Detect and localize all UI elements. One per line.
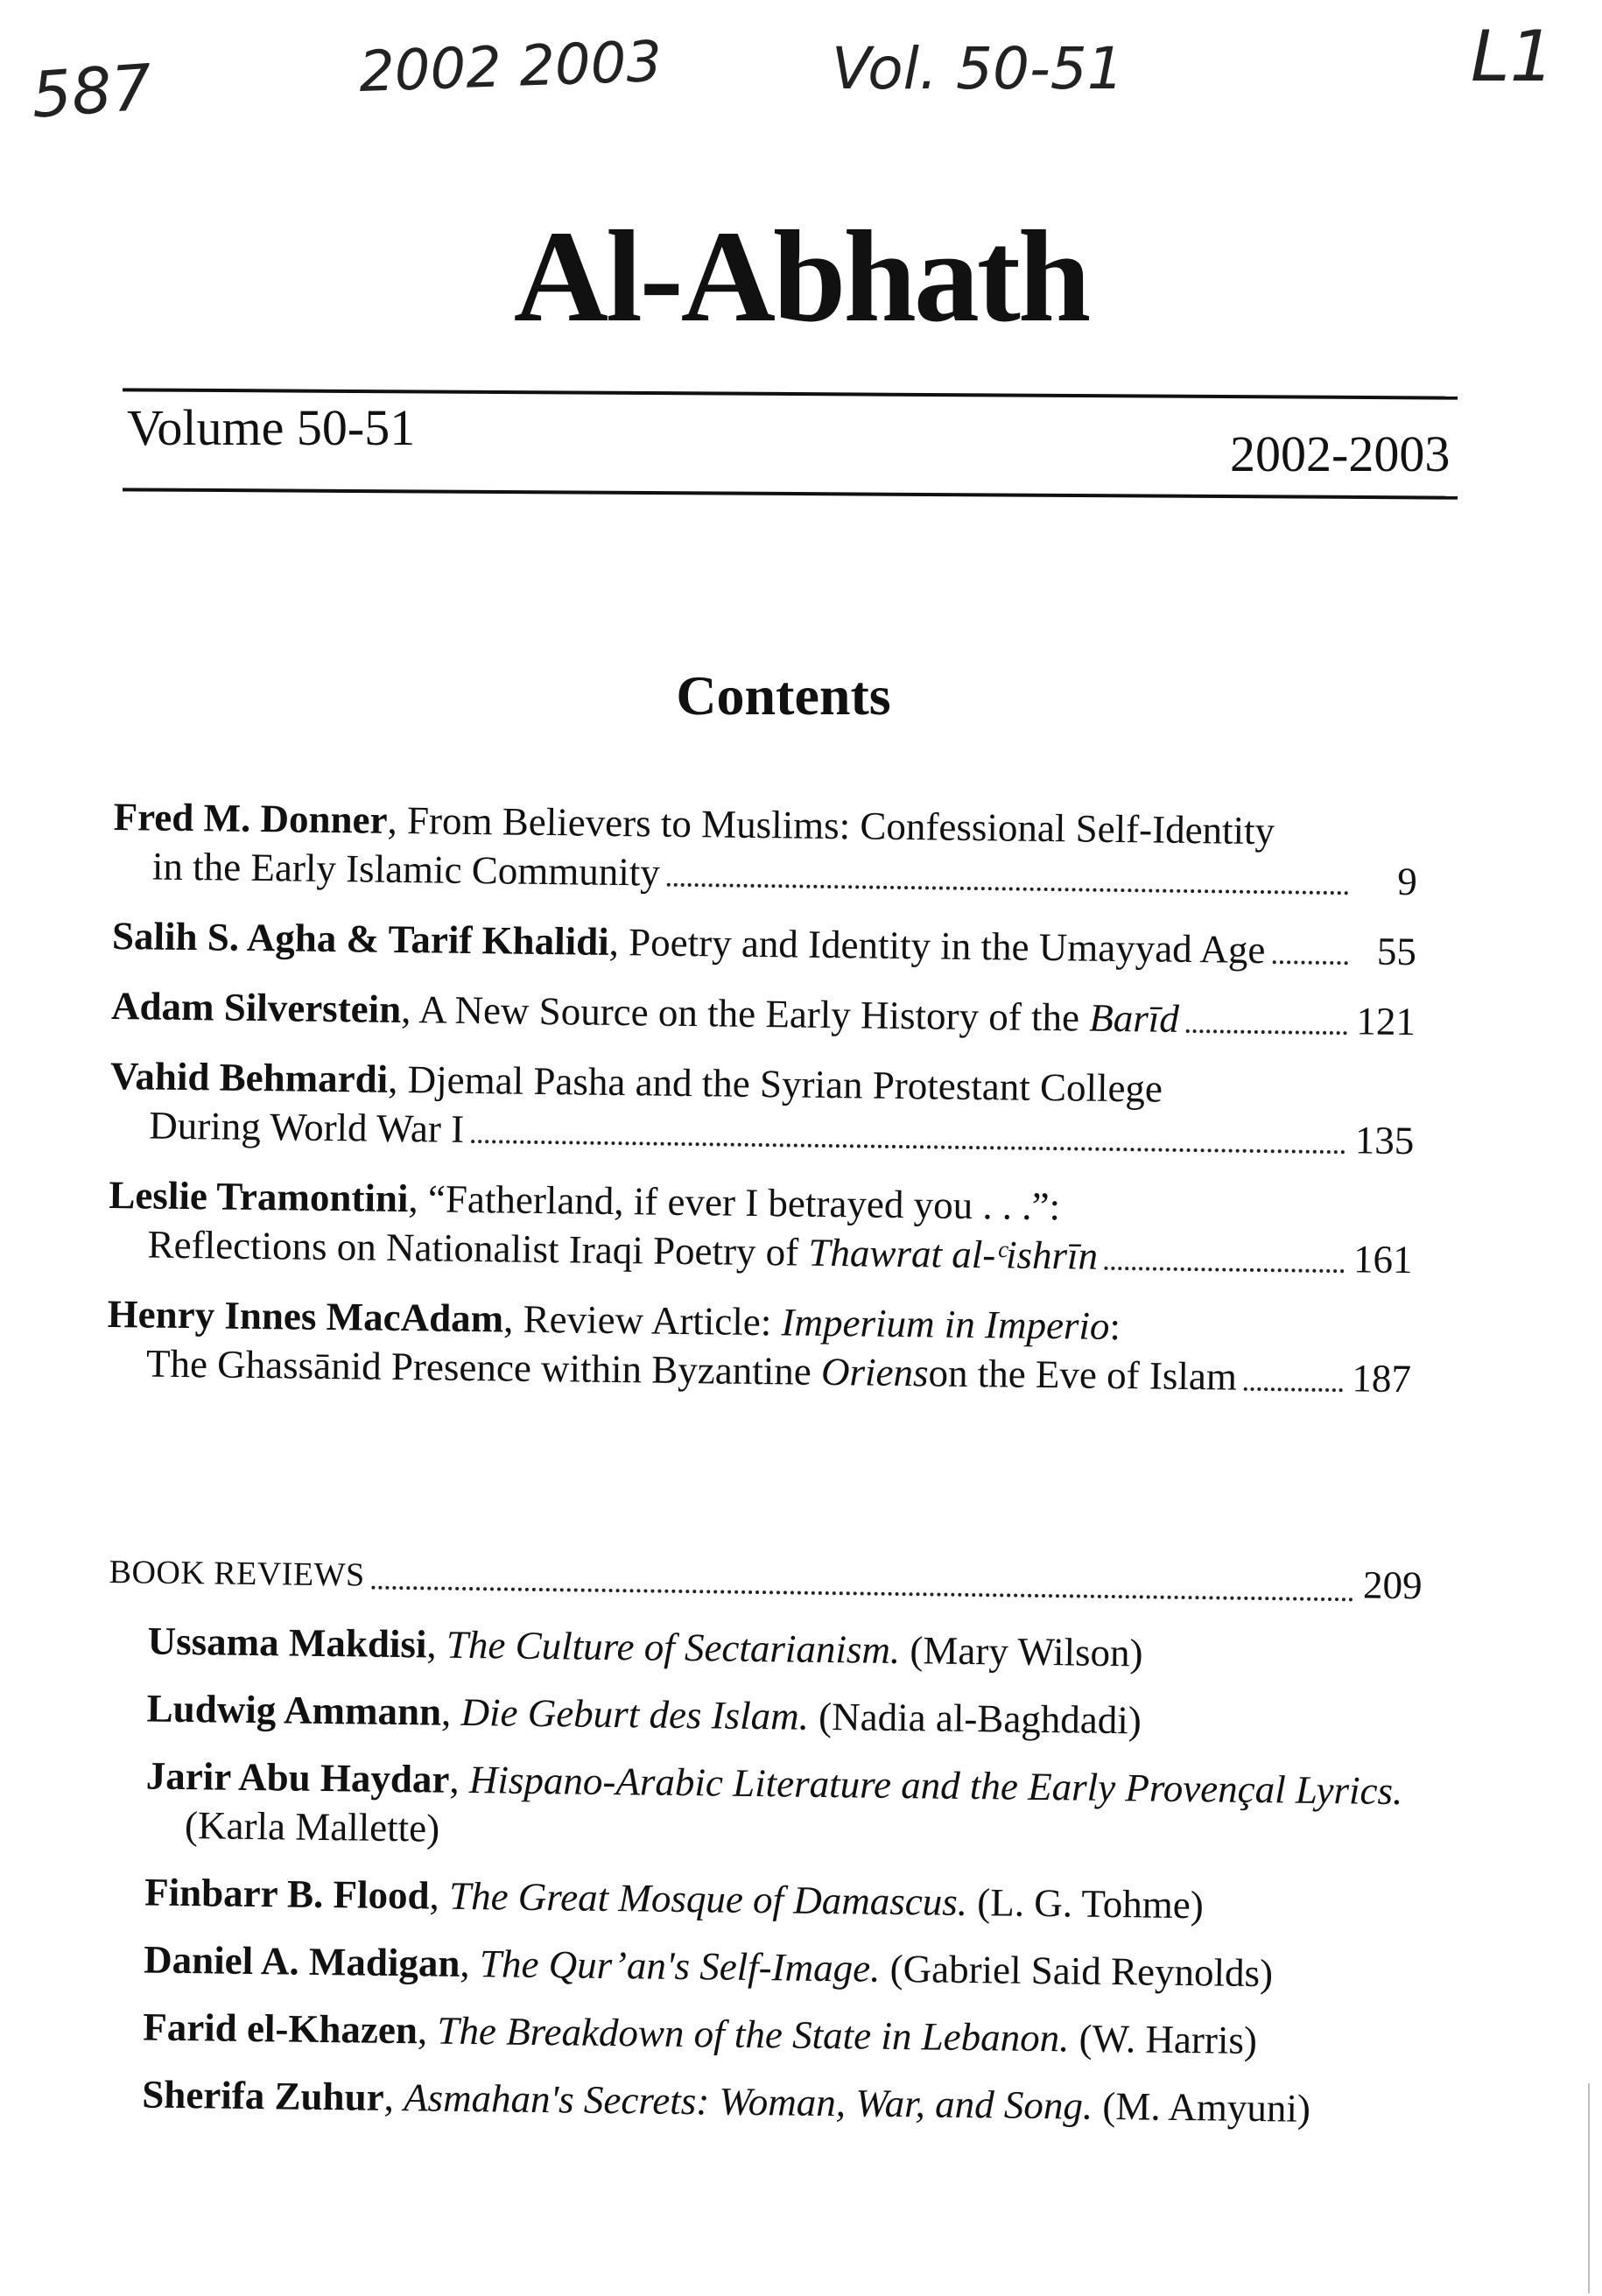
entry-title: , A New Source on the Early History of the (400, 987, 1080, 1040)
entry-author: Leslie Tramontini (109, 1172, 409, 1221)
dot-leader (1186, 1029, 1347, 1035)
entry-title-italic: Oriens (820, 1349, 929, 1395)
volume-label: Volume 50-51 (127, 399, 416, 456)
entry-title: , From Believers to Muslims: Confessional Self-Identity (387, 797, 1275, 853)
dot-leader (1272, 959, 1347, 965)
review-author: Ussama Makdisi (147, 1618, 427, 1667)
review-item: Daniel A. Madigan, The Qur’an's Self-Image. (Gabriel Said Reynolds) (143, 1937, 1274, 1996)
book-reviews-label: BOOK REVIEWS (109, 1553, 365, 1594)
entry-title-cont: Reflections on Nationalist Iraqi Poetry of (147, 1222, 799, 1274)
review-title: The Breakdown of the State in Lebanon. (437, 2008, 1070, 2061)
entry-title: , “Fatherland, if ever I betrayed you . . .”: (408, 1176, 1061, 1229)
review-item: Ludwig Ammann, Die Geburt des Islam. (Nadia al-Baghdadi) (146, 1686, 1142, 1743)
scan-edge-mark (1588, 2083, 1590, 2293)
entry-title-cont: The Ghassānid Presence within Byzantine (145, 1341, 812, 1394)
entry-title: , Djemal Pasha and the Syrian Protestant College (387, 1057, 1163, 1111)
entry-page: 121 (1356, 999, 1416, 1044)
review-author: Ludwig Ammann (146, 1686, 442, 1734)
journal-masthead: Al-Abhath (513, 204, 1089, 349)
review-author: Sherifa Zuhur (142, 2072, 384, 2119)
toc-entry (108, 1170, 1413, 1284)
entry-author: Henry Innes MacAdam (107, 1291, 504, 1341)
toc-entry (107, 1289, 1412, 1403)
articles-list (106, 792, 1417, 1424)
dot-leader (471, 1139, 1346, 1154)
toc-entry (113, 792, 1418, 906)
review-item: Ussama Makdisi, The Culture of Sectarianism. (Mary Wilson) (147, 1618, 1143, 1675)
entry-page: 55 (1376, 929, 1417, 974)
review-title: Hispano-Arabic Literature and the Early Provençal Lyrics. (468, 1758, 1403, 1814)
entry-title-tail: on the Eve of Islam (928, 1351, 1238, 1399)
entry-page: 161 (1353, 1237, 1413, 1282)
entry-author: Adam Silverstein (110, 983, 402, 1032)
review-item: Jarir Abu Haydar, Hispano-Arabic Literature and the Early Provençal Lyrics. (Karla Mallette) (145, 1753, 1403, 1850)
entry-title-italic: Imperium in Imperio (781, 1300, 1110, 1348)
volume-years: 2002-2003 (1230, 425, 1451, 482)
book-reviews-page: 209 (1362, 1562, 1423, 1608)
toc-entry (112, 911, 1417, 976)
entry-title: , Review Article: (502, 1296, 772, 1345)
review-item: Sherifa Zuhur, Asmahan's Secrets: Woman, War, and Song. (M. Amyuni) (142, 2072, 1311, 2131)
review-reviewer: (W. Harris) (1079, 2016, 1258, 2063)
entry-title-italic: Thawrat al-ᶜishrīn (808, 1230, 1099, 1278)
review-title: Die Geburt des Islam. (460, 1689, 810, 1738)
review-reviewer: (Karla Mallette) (184, 1803, 440, 1850)
handwritten-corner-mark: L1 (1471, 16, 1555, 97)
dot-leader (371, 1585, 1353, 1602)
toc-entry (111, 981, 1416, 1046)
entry-title-cont: During World War I (149, 1103, 465, 1151)
book-reviews-section (102, 1545, 1423, 2152)
review-reviewer: (L. G. Tohme) (977, 1880, 1205, 1927)
entry-page: 187 (1352, 1356, 1412, 1401)
entry-author: Vahid Behmardi (109, 1053, 389, 1101)
entry-title-cont: in the Early Islamic Community (151, 844, 661, 895)
review-reviewer: (Gabriel Said Reynolds) (889, 1946, 1274, 1996)
masthead-rule-bottom (123, 488, 1458, 499)
toc-entry (109, 1051, 1415, 1165)
dot-leader (667, 882, 1349, 895)
entry-author: Salih S. Agha & Tarif Khalidi (111, 913, 609, 964)
review-author: Finbarr B. Flood (144, 1870, 430, 1918)
review-item: Finbarr B. Flood, The Great Mosque of Damascus. (L. G. Tohme) (144, 1870, 1205, 1927)
review-title: The Qur’an's Self-Image. (479, 1941, 881, 1991)
review-title: Asmahan's Secrets: Woman, War, and Song. (403, 2075, 1093, 2128)
dot-leader (1105, 1266, 1345, 1273)
review-reviewer: (M. Amyuni) (1102, 2083, 1311, 2131)
review-reviewer: (Nadia al-Baghdadi) (818, 1694, 1142, 1743)
handwritten-volume: Vol. 50-51 (832, 35, 1124, 102)
entry-title-italic: Barīd (1088, 995, 1180, 1041)
contents-heading: Contents (676, 664, 891, 727)
review-item: Farid el-Khazen, The Breakdown of the State in Lebanon. (W. Harris) (142, 2005, 1258, 2063)
entry-title: , Poetry and Identity in the Umayyad Age (608, 919, 1266, 972)
dot-leader (1244, 1387, 1343, 1392)
handwritten-catalog-number: 587 (29, 50, 155, 132)
entry-title-tail: : (1109, 1303, 1121, 1349)
handwritten-years: 2002 2003 (357, 29, 664, 106)
review-title: The Great Mosque of Damascus. (448, 1873, 968, 1925)
review-author: Jarir Abu Haydar (145, 1753, 450, 1801)
review-author: Farid el-Khazen (142, 2005, 418, 2053)
entry-page: 9 (1397, 859, 1418, 904)
entry-author: Fred M. Donner (113, 794, 388, 842)
entry-page: 135 (1354, 1118, 1415, 1163)
review-title: The Culture of Sectarianism. (446, 1622, 901, 1673)
review-reviewer: (Mary Wilson) (910, 1628, 1143, 1675)
review-author: Daniel A. Madigan (143, 1937, 460, 1985)
